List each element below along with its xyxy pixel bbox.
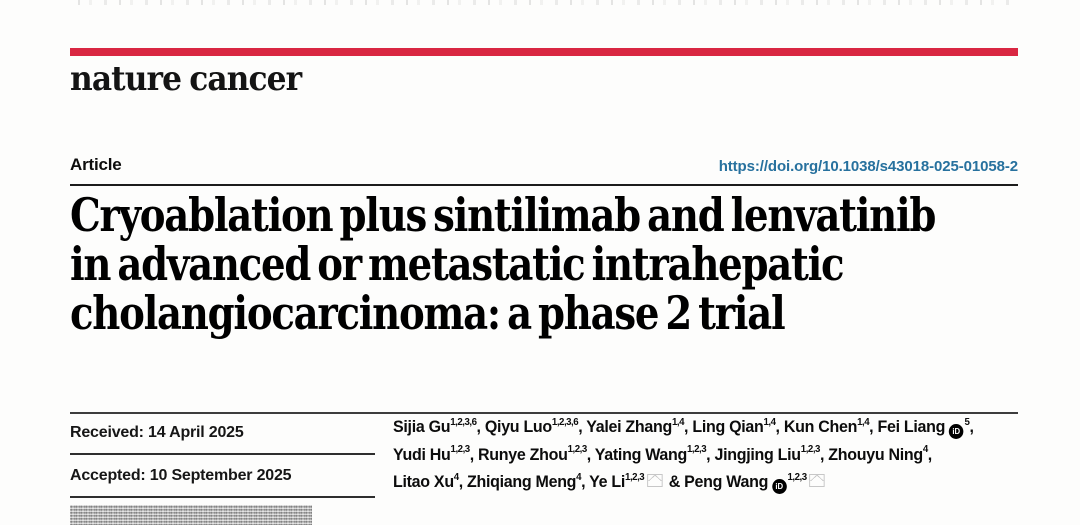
title-line-2: in advanced or metastatic intrahepatic [70, 237, 844, 291]
author-name: Litao Xu [393, 473, 454, 491]
author-name: Runye Zhou [478, 445, 568, 464]
author-separator: , [476, 418, 485, 436]
author-name: Sijia Gu [393, 418, 451, 436]
affiliation-superscript: 1,2,3 [450, 444, 470, 455]
author-name: Zhiqiang Meng [467, 473, 577, 491]
journal-brand-bar [70, 48, 1018, 56]
affiliation-superscript: 1,2,3 [800, 444, 820, 455]
received-date: Received: 14 April 2025 [70, 424, 244, 441]
author-line [393, 469, 1014, 497]
accepted-date: Accepted: 10 September 2025 [70, 467, 292, 484]
affiliation-superscript: 1,4 [857, 416, 870, 428]
history-dates-column [70, 412, 375, 525]
author-name: Yating Wang [594, 445, 688, 464]
paper-title [70, 188, 1080, 340]
journal-logo: nature cancer [70, 59, 302, 99]
author-name: Zhouyu Ning [828, 445, 923, 464]
author-name: Ye Li [589, 473, 626, 491]
author-separator: , [969, 418, 974, 436]
article-type-label: Article [70, 155, 122, 174]
author-name: Qiyu Luo [484, 418, 552, 436]
affiliation-superscript: 1,2,3 [625, 471, 645, 483]
author-line [393, 414, 1014, 442]
author-name: Peng Wang [684, 473, 769, 491]
author-name: Yudi Hu [393, 445, 451, 464]
date-divider [70, 496, 375, 498]
author-separator: , [458, 473, 468, 491]
title-line-1: Cryoablation plus sintilimab and lenvatinib [70, 188, 936, 242]
affiliation-superscript: 5 [964, 416, 970, 428]
published-online-redacted [70, 505, 312, 525]
author-name: Jingjing Liu [714, 445, 801, 464]
author-name: Yalei Zhang [586, 418, 672, 436]
author-separator: , [869, 418, 878, 436]
author-name: Ling Qian [692, 418, 764, 436]
header-divider [70, 184, 1018, 186]
author-name: Kun Chen [783, 418, 858, 436]
author-line [393, 442, 1014, 470]
orcid-icon[interactable]: iD [772, 479, 787, 494]
affiliation-superscript: 4 [922, 444, 928, 455]
author-separator: , [469, 445, 479, 464]
author-list [393, 414, 1014, 497]
affiliation-superscript: 4 [576, 471, 582, 483]
author-separator: , [775, 418, 784, 436]
affiliation-superscript: 1,2,3,6 [551, 416, 579, 428]
envelope-icon[interactable] [810, 474, 826, 487]
author-separator: & [664, 473, 685, 491]
envelope-icon[interactable] [647, 474, 663, 487]
affiliation-superscript: 1,2,3 [687, 444, 707, 455]
affiliation-superscript: 1,4 [671, 416, 685, 428]
affiliation-superscript: 1,2,3 [787, 471, 807, 483]
doi-link[interactable]: https://doi.org/10.1038/s43018-025-01058-2 [718, 158, 1018, 175]
orcid-icon[interactable]: iD [949, 424, 964, 439]
author-separator: , [927, 445, 932, 464]
title-line-3: cholangiocarcinoma: a phase 2 trial [70, 286, 785, 340]
affiliation-superscript: 1,2,3 [567, 444, 587, 455]
author-separator: , [581, 473, 590, 491]
affiliation-superscript: 4 [453, 471, 459, 483]
author-separator: , [706, 445, 715, 464]
author-separator: , [684, 418, 693, 436]
author-separator: , [586, 445, 595, 464]
cropped-text-artifact [78, 0, 1013, 5]
author-separator: , [578, 418, 587, 436]
author-separator: , [819, 445, 829, 464]
affiliation-superscript: 1,2,3,6 [450, 416, 477, 428]
author-name: Fei Liang [877, 418, 946, 436]
affiliation-superscript: 1,4 [763, 416, 776, 428]
